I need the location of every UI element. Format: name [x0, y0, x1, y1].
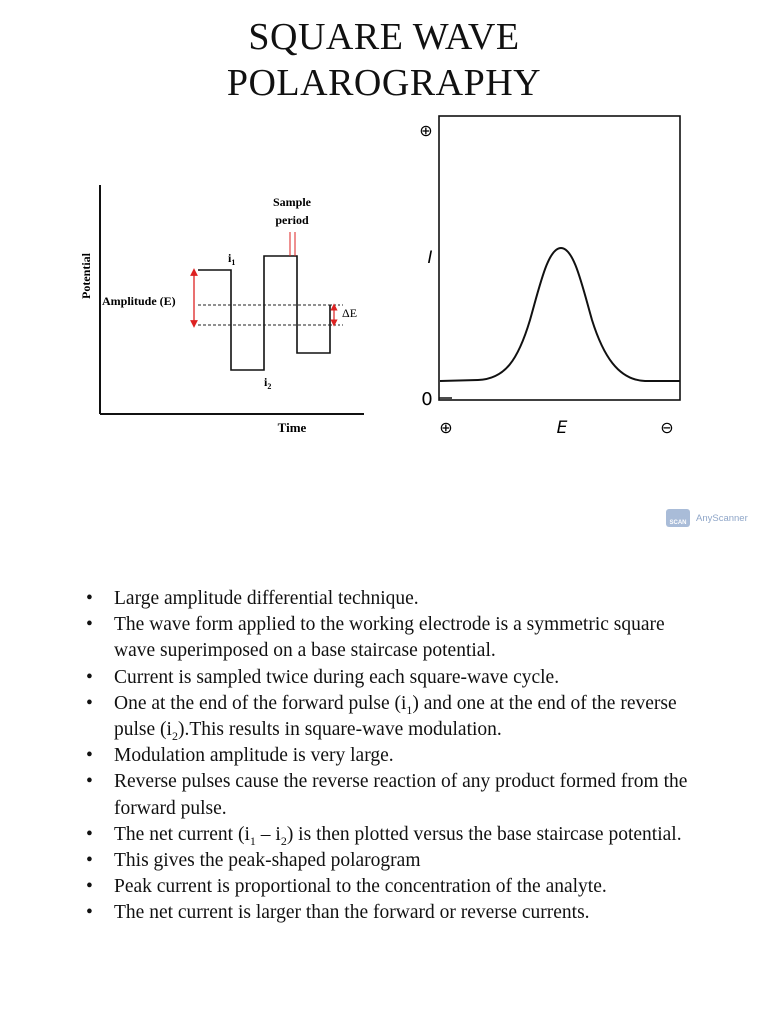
time-axis-label: Time — [277, 420, 307, 435]
scan-logo-icon: SCAN — [666, 509, 690, 527]
plus-top-icon: ⊕ — [419, 121, 433, 140]
delta-e-label: ΔE — [342, 306, 358, 320]
sample-period-label-1: Sample — [272, 195, 312, 209]
potential-e-label: E — [556, 418, 568, 438]
x-minus-icon: ⊖ — [660, 418, 674, 437]
bullet-item: • Current is sampled twice during each square-wave cycle. — [84, 665, 690, 691]
bullet-item — [84, 691, 690, 743]
amplitude-label: Amplitude (E) — [102, 294, 176, 308]
bullet-item: • The net current is larger than the forward or reverse currents. — [84, 900, 690, 926]
polarogram-peak-curve — [440, 248, 680, 381]
bullet-item: • Modulation amplitude is very large. — [84, 743, 690, 769]
bullet-text: ).This results in square-wave modulation. — [177, 719, 502, 741]
bullet-item: • Reverse pulses cause the reverse reaction of any product formed from the forward pulse. — [84, 769, 690, 821]
subscript: 1 — [406, 702, 413, 717]
waveform-diagram — [79, 185, 364, 435]
subscript: 2 — [171, 728, 178, 743]
figures — [0, 0, 768, 470]
bullet-text: The net current (i — [114, 823, 250, 845]
bullet-item: • The wave form applied to the working electrode is a symmetric square wave superimposed on a base staircase potential. — [84, 612, 690, 664]
bullet-item: • This gives the peak-shaped polarogram — [84, 848, 690, 874]
sample-period-label-2: period — [275, 213, 309, 227]
current-axis-label: I — [427, 248, 433, 268]
bullet-text: ) is then plotted versus the base staircase potential. — [286, 823, 682, 845]
potential-axis-label: Potential — [79, 253, 93, 299]
title-line-2: POLAROGRAPHY — [226, 62, 542, 104]
i2-label: $i_2$ — [264, 375, 272, 391]
zero-label: 0 — [421, 389, 433, 410]
title-line-1: SQUARE WAVE — [248, 16, 520, 58]
anyscanner-watermark — [666, 508, 748, 528]
polarogram-frame — [439, 116, 680, 400]
bullet-text: – i — [255, 823, 281, 845]
square-wave-trace — [198, 256, 330, 370]
bullet-list — [84, 586, 690, 927]
subscript: 2 — [280, 833, 287, 848]
bullet-item: • Peak current is proportional to the concentration of the analyte. — [84, 874, 690, 900]
subscript: 1 — [249, 833, 256, 848]
watermark-text: AnyScanner — [696, 512, 748, 524]
bullet-item — [84, 822, 690, 848]
bullet-text: One at the end of the forward pulse (i — [114, 692, 407, 714]
x-plus-icon: ⊕ — [439, 418, 453, 437]
polarogram-diagram — [419, 116, 680, 438]
bullet-text: ) and one at the end of the reverse pulse (i — [114, 692, 677, 741]
i1-label: $i_1$ — [228, 251, 236, 267]
bullet-item: • Large amplitude differential technique. — [84, 586, 690, 612]
